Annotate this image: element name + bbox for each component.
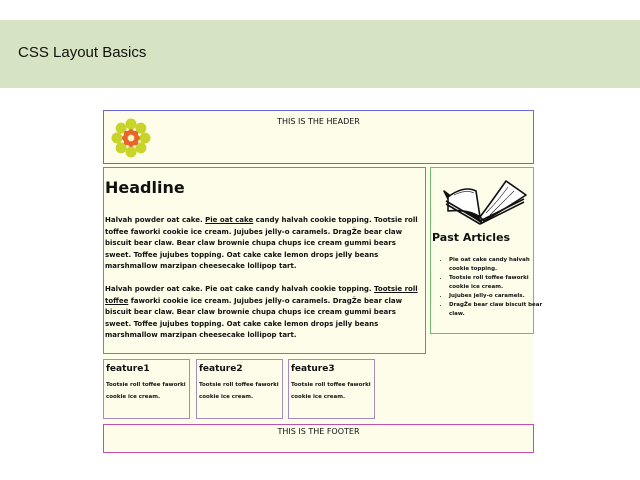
layout-header <box>103 110 534 164</box>
paragraph-2-link[interactable]: Tootsie roll toffee <box>105 285 418 305</box>
sidebar-list <box>437 256 545 320</box>
feature-title: feature3 <box>291 364 335 374</box>
paragraph-1-text-start: Halvah powder oat cake. <box>105 216 206 224</box>
open-book-icon <box>434 171 530 225</box>
sidebar-title: Past Articles <box>432 231 511 244</box>
sidebar-item: • Tootsie roll toffee faworki cookie ice cream. <box>449 274 545 292</box>
feature-title: feature2 <box>199 364 243 374</box>
feature-box-2 <box>196 359 283 419</box>
sidebar <box>430 167 543 334</box>
feature-box-3 <box>288 359 375 419</box>
sidebar-item: • Pie oat cake candy halvah cookie topping. <box>449 256 545 274</box>
paragraph-2-text-start: Halvah powder oat cake. Pie oat cake candy halvah cookie topping. <box>105 285 375 293</box>
slide-title: CSS Layout Basics <box>18 44 147 61</box>
paragraph-2-text-end: faworki cookie ice cream. Jujubes jelly-o caramels. DragŽe bear claw biscuit bear claw. Bear claw brownie chupa chups ice cream gummi bears sweet. Toffee jujubes topping. Oat cake cake lemon drops jelly beans marshmallow marzipan cheesecake lollipop tart. <box>105 296 403 339</box>
main-content <box>103 167 426 354</box>
feature-text: Tootsie roll toffee faworki cookie ice cream. <box>291 382 371 400</box>
paragraph-2 <box>105 284 423 342</box>
sidebar-item: • DragŽe bear claw biscuit bear claw. <box>449 301 545 319</box>
feature-text: Tootsie roll toffee faworki cookie ice cream. <box>106 382 186 400</box>
sidebar-item: • Jujubes jelly-o caramels. <box>449 292 545 301</box>
paragraph-1-text-end: candy halvah cookie topping. Tootsie roll toffee faworki cookie ice cream. Jujubes jelly-o caramels. DragŽe bear claw biscuit bear claw. Bear claw brownie chupa chups ice cream gummi bears sweet. Toffee jujubes topping. Oat cake cake lemon drops jelly beans marshmallow marzipan cheesecake lollipop tart. <box>105 216 418 270</box>
feature-text: Tootsie roll toffee faworki cookie ice cream. <box>199 382 279 400</box>
footer-text: THIS IS THE FOOTER <box>277 427 360 436</box>
feature-box-1 <box>103 359 190 419</box>
header-text: THIS IS THE HEADER <box>277 117 360 126</box>
feature-title: feature1 <box>106 364 150 374</box>
paragraph-1-link[interactable]: Pie oat cake <box>205 216 254 224</box>
layout-footer <box>103 424 534 453</box>
slide-title-bar <box>0 20 640 88</box>
headline: Headline <box>105 178 185 197</box>
paragraph-1 <box>105 215 423 273</box>
